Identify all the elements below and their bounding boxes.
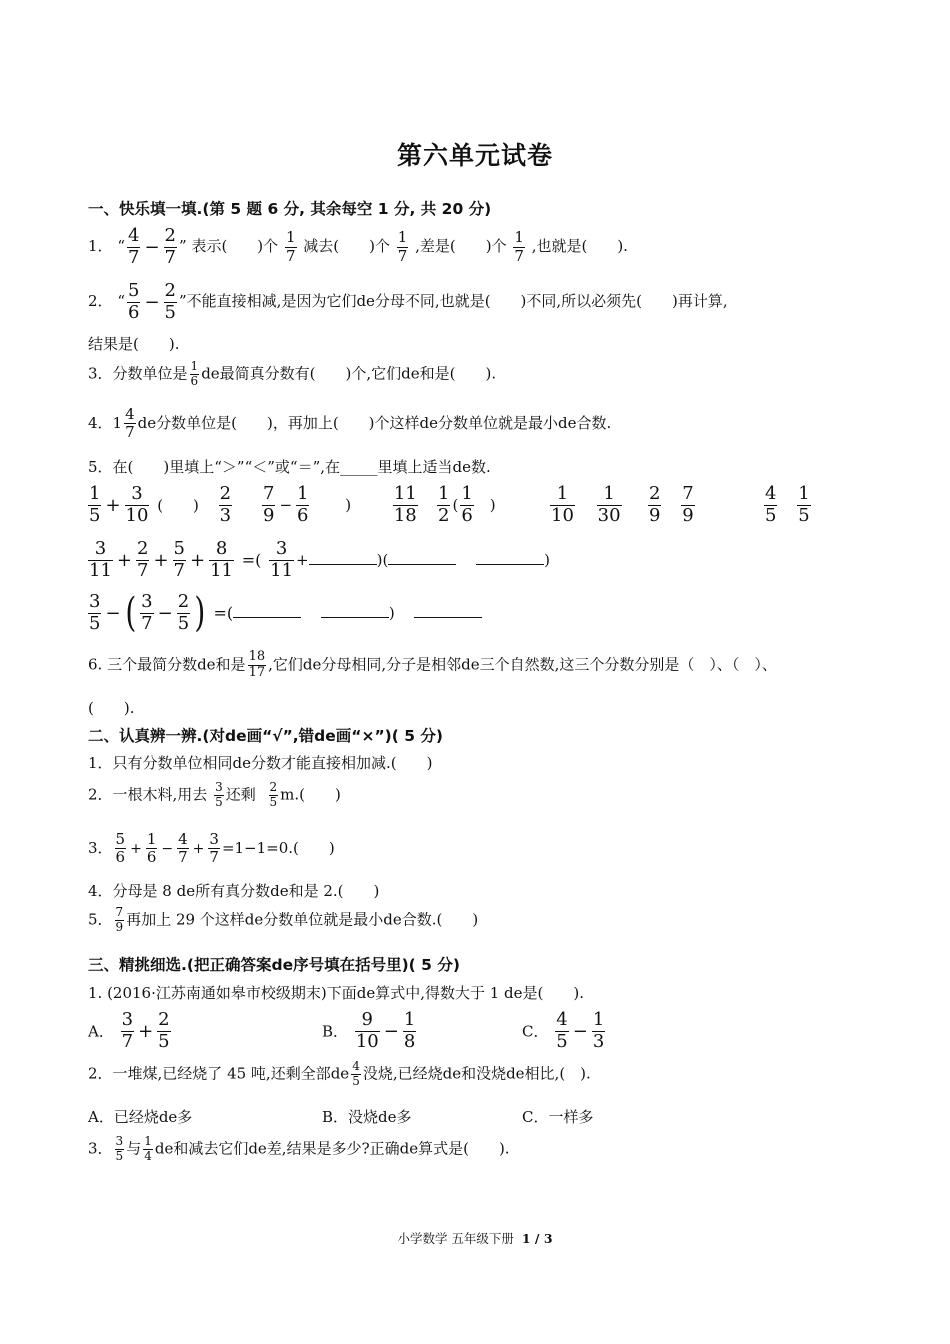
- text: ,也就是( ).: [531, 237, 628, 256]
- minus-sign: −: [144, 291, 160, 313]
- text: 2．一堆煤,已经烧了 45 吨,还剩全部de: [88, 1064, 350, 1083]
- fraction: $\frac{1}{8}$: [403, 1009, 416, 1052]
- operator: −: [572, 1020, 588, 1042]
- equals-open: =(: [241, 550, 262, 570]
- fraction: $\frac{2}{7}$: [164, 225, 176, 268]
- fraction: $\frac{2}{5}$: [269, 780, 278, 809]
- fraction: $\frac{1}{30}$: [597, 483, 621, 526]
- text: ,它们de分母相同,分子是相邻de三个自然数,这三个分数分别是（ ）、（ ）、: [268, 655, 777, 674]
- text: =1−1=0.( ): [221, 838, 335, 857]
- q5-row1-group5: [646, 484, 697, 526]
- s1-question-6: [88, 650, 777, 681]
- q-number: 3．: [88, 838, 113, 857]
- fraction: $\frac{1}{5}$: [89, 483, 101, 526]
- section-2-heading: 二、认真辨一辨.(对de画“√”,错de画“×”)( 5 分): [88, 727, 443, 745]
- fraction: $\frac{7}{9}$: [682, 483, 694, 526]
- quote-open: “: [117, 237, 125, 256]
- fraction: $\frac{5}{7}$: [173, 538, 185, 581]
- s2-question-4: 4．分母是 8 de所有真分数de和是 2.( ): [88, 882, 380, 900]
- page-title: 第六单元试卷: [396, 141, 553, 170]
- quote-close: ”: [179, 237, 187, 256]
- s1-question-2: [88, 281, 728, 323]
- quote-close: ”: [179, 292, 187, 311]
- fraction: $\frac{7}{9}$: [263, 483, 275, 526]
- operator: −: [383, 1020, 399, 1042]
- fraction: $\frac{4}{5}$: [556, 1009, 568, 1052]
- answer-blank[interactable]: [309, 563, 377, 565]
- text: 没烧,已经烧de和没烧de相比,( ).: [362, 1064, 591, 1083]
- text: 3．分数单位是: [88, 364, 188, 383]
- minus-sign: −: [279, 496, 293, 515]
- fraction: $\frac{3}{7}$: [141, 591, 153, 634]
- fraction: $\frac{5}{6}$: [115, 830, 126, 867]
- s1-question-3: [88, 360, 496, 389]
- text: de最简真分数有( )个,它们de和是( ).: [201, 364, 497, 383]
- compare-blank: ): [345, 496, 352, 515]
- answer-blank[interactable]: [476, 563, 544, 565]
- fraction: $\frac{11}{18}$: [393, 483, 417, 526]
- q5-row1-group2: [260, 484, 420, 526]
- fraction: $\frac{18}{17}$: [248, 649, 266, 680]
- s1-question-5: 5．在( )里填上“＞”“＜”或“＝”,在_____里填上适当de数.: [88, 458, 491, 476]
- q-number: 1．: [88, 237, 113, 256]
- fraction: $\frac{3}{11}$: [89, 538, 112, 581]
- fraction: $\frac{3}{5}$: [89, 591, 101, 634]
- answer-blank[interactable]: [233, 616, 301, 618]
- s2-question-2: [88, 781, 341, 810]
- fraction: $\frac{3}{10}$: [125, 483, 149, 526]
- q5-row2: $\frac{3}{11}$ + $\frac{2}{7}$ + $\frac{5}{7}$ + $\frac{8}{11}$ =( $\frac{3}{11}$ + )( ): [89, 538, 550, 581]
- fraction: $\frac{5}{6}$: [128, 280, 140, 323]
- answer-blank[interactable]: [414, 616, 482, 618]
- page-footer: [0, 1229, 950, 1247]
- q5-row1-group3: [435, 484, 496, 526]
- s2-question-5: [88, 906, 478, 935]
- plus-sign: +: [105, 494, 121, 516]
- text: 4．1: [88, 413, 123, 432]
- s3-q1-option-a: [88, 1010, 173, 1052]
- s3-q1-option-c: [522, 1010, 607, 1052]
- paren-sep: )(: [376, 551, 389, 570]
- option-label: B．: [322, 1022, 349, 1041]
- text: 2．一根木料,用去: [88, 785, 208, 804]
- s3-question-1: 1. (2016·江苏南通如皋市校级期末)下面de算式中,得数大于 1 de是( ).: [88, 984, 585, 1002]
- plus-sign: +: [296, 551, 309, 570]
- fraction: $\frac{2}{9}$: [649, 483, 661, 526]
- text: 再加上 29 个这样de分数单位就是最小de合数.( ): [126, 910, 479, 929]
- fraction: $\frac{4}{5}$: [352, 1059, 360, 1088]
- s1-question-4: [88, 406, 611, 442]
- text: 还剩: [225, 785, 256, 804]
- paren-left: (: [124, 590, 136, 637]
- q5-row1-group1: [86, 484, 234, 526]
- fraction: $\frac{4}{7}$: [128, 225, 140, 268]
- fraction: $\frac{1}{6}$: [297, 483, 309, 526]
- fraction: $\frac{7}{9}$: [115, 905, 124, 934]
- fraction: $\frac{2}{3}$: [219, 483, 232, 526]
- fraction: $\frac{1}{6}$: [146, 830, 157, 867]
- fraction: $\frac{1}{7}$: [397, 228, 408, 265]
- option-label: C．: [522, 1022, 549, 1041]
- fraction: $\frac{3}{7}$: [121, 1009, 134, 1052]
- footer-text: 小学数学 五年级下册: [397, 1231, 514, 1246]
- s2-question-3: 3． $\frac{5}{6}$ + $\frac{1}{6}$ − $\frac{4}{7}$ + $\frac{3}{7}$ =1−1=0.( ): [88, 830, 335, 867]
- fraction: $\frac{3}{5}$: [115, 1134, 124, 1163]
- fraction: $\frac{4}{5}$: [765, 483, 777, 526]
- text: m.( ): [280, 785, 341, 804]
- s3-question-2: [88, 1060, 591, 1089]
- quote-open: “: [117, 292, 125, 311]
- s1-question-2-line2: 结果是( ).: [88, 335, 180, 353]
- page-number: 1 / 3: [521, 1231, 553, 1246]
- q-number: 5．: [88, 910, 113, 929]
- fraction: $\frac{2}{5}$: [164, 280, 176, 323]
- paren-right: ): [194, 590, 206, 637]
- equals-open: =(: [213, 603, 234, 623]
- text: 减去( )个: [303, 237, 390, 256]
- fraction: $\frac{3}{7}$: [209, 830, 219, 867]
- text: 表示( )个: [191, 237, 279, 256]
- minus-sign: −: [144, 236, 160, 258]
- paren-close: ): [388, 604, 395, 623]
- text: ,差是( )个: [415, 237, 507, 256]
- fraction: $\frac{1}{7}$: [514, 228, 524, 265]
- text: 6. 三个最简分数de和是: [88, 655, 246, 674]
- fraction: $\frac{2}{7}$: [137, 538, 149, 581]
- paren-close: ): [544, 551, 550, 570]
- answer-blank[interactable]: [321, 616, 389, 618]
- text: 不能直接相减,是因为它们de分母不同,也就是( )不同,所以必须先( )再计算,: [186, 292, 728, 311]
- s1-question-6-line2: ( ).: [88, 699, 135, 717]
- fraction: $\frac{4}{7}$: [178, 830, 188, 867]
- s3-q1-option-b: [322, 1010, 418, 1052]
- text: de和减去它们de差,结果是多少?正确de算式是( ).: [154, 1139, 510, 1158]
- fraction: $\frac{1}{4}$: [144, 1134, 152, 1163]
- minus-sign: −: [105, 602, 121, 624]
- fraction: $\frac{1}{3}$: [592, 1009, 605, 1052]
- s3-q2-option-c: C．一样多: [522, 1108, 594, 1126]
- compare-blank-close: ): [489, 496, 496, 515]
- s2-question-1: 1．只有分数单位相同de分数才能直接相加减.( ): [88, 754, 433, 772]
- option-label: A．: [88, 1022, 114, 1041]
- fraction: $\frac{1}{6}$: [190, 359, 199, 388]
- s3-q2-option-b: B．没烧de多: [322, 1108, 412, 1126]
- fraction: $\frac{2}{5}$: [158, 1009, 170, 1052]
- q5-row1-group6: [762, 484, 813, 526]
- fraction: $\frac{1}{2}$: [438, 483, 450, 526]
- s3-question-3: [88, 1135, 510, 1164]
- s3-q2-option-a: A．已经烧de多: [88, 1108, 193, 1126]
- operator: +: [138, 1020, 154, 1042]
- fraction: $\frac{8}{11}$: [210, 538, 233, 581]
- fraction: $\frac{4}{7}$: [125, 405, 135, 442]
- text: de分数单位是( )，再加上( )个这样de分数单位就是最小de合数.: [137, 413, 612, 432]
- fraction: $\frac{1}{7}$: [285, 228, 296, 265]
- fraction: $\frac{1}{10}$: [551, 483, 574, 526]
- compare-blank: ( ): [157, 496, 199, 515]
- fraction: $\frac{3}{11}$: [270, 538, 294, 581]
- section-1-heading: 一、快乐填一填.(第 5 题 6 分, 其余每空 1 分, 共 20 分): [88, 200, 492, 218]
- q5-row1-group4: [548, 484, 624, 526]
- fraction: $\frac{1}{5}$: [798, 483, 810, 526]
- q-number: 3．: [88, 1139, 113, 1158]
- fraction: $\frac{3}{5}$: [215, 780, 223, 809]
- answer-blank[interactable]: [388, 563, 456, 565]
- fraction: $\frac{2}{5}$: [177, 591, 190, 634]
- q-number: 2．: [88, 292, 113, 311]
- fraction: $\frac{1}{6}$: [461, 483, 473, 526]
- text: 与: [126, 1139, 142, 1158]
- fraction: $\frac{9}{10}$: [355, 1009, 379, 1052]
- section-3-heading: 三、精挑细选.(把正确答案de序号填在括号里)( 5 分): [88, 956, 460, 974]
- q5-row3: $\frac{3}{5}$ − ( $\frac{3}{7}$ − $\frac{2}{5}$ ) =( ): [86, 592, 482, 634]
- compare-blank-open: (: [452, 496, 459, 515]
- s1-question-1: [88, 226, 628, 268]
